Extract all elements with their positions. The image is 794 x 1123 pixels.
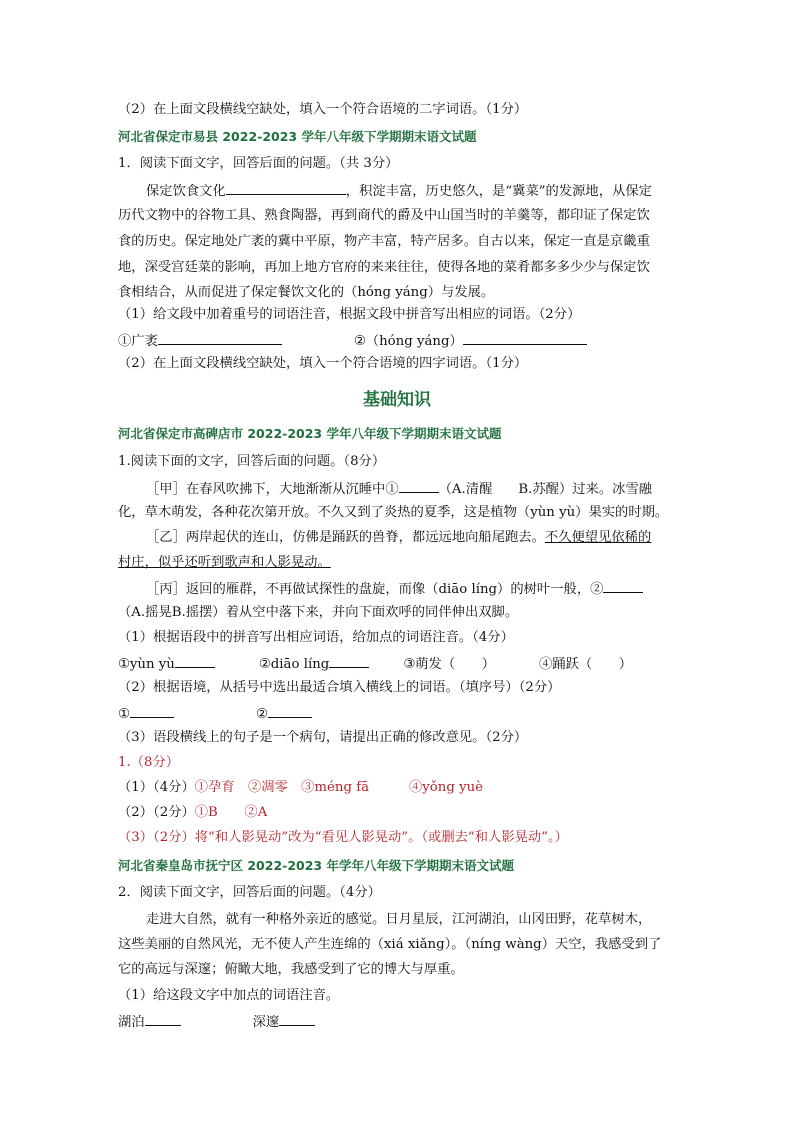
- answer-line: [118, 703, 312, 725]
- item-label: ①广袤: [118, 334, 158, 349]
- passage-line: [118, 553, 331, 573]
- question-line: 1.阅读下面的文字，回答后面的问题。（8分）: [118, 454, 386, 469]
- item-label: ①: [118, 707, 130, 722]
- question-line: （3）语段横线上的句子是一个病句，请提出正确的修改意见。（2分）: [118, 730, 528, 745]
- answer-line: [118, 330, 587, 352]
- answer-line: [118, 1011, 315, 1033]
- underlined-sentence: 不久便望见依稀的: [544, 530, 652, 545]
- source-heading: 河北省保定市易县 2022-2023 学年八年级下学期期末语文试题: [118, 129, 477, 144]
- question-line: 1．阅读下面文字，回答后面的问题。（共 3分）: [118, 156, 399, 171]
- answer-blank: [175, 653, 215, 668]
- underlined-sentence: 村庄，似乎还听到歌声和人影晃动。: [118, 555, 331, 570]
- passage-line: （A.摇晃B.摇摆）着从空中落下来，并向下面欢呼的同伴伸出双脚。: [118, 605, 519, 620]
- answer-blank: [279, 1011, 315, 1026]
- answer-blank: [463, 330, 587, 345]
- passage-line: 这些美丽的自然风光，无不使人产生连绵的（xiá xiǎng）。（níng wàng）天空，我感受到了: [118, 937, 662, 952]
- question-line: （1）给这段文字中加点的词语注音。: [118, 988, 340, 1003]
- question-line: （2）根据语境，从括号中选出最适合填入横线上的词语。（填序号）（2分）: [118, 680, 561, 695]
- passage-text: （A.清醒: [438, 482, 493, 497]
- passage-line: 它的高远与深邃；俯瞰大地，我感受到了它的博大与厚重。: [118, 962, 464, 977]
- answer-key-line: 1.（8分）: [118, 755, 180, 770]
- answer-blank: [226, 180, 346, 195]
- answer-line: [118, 653, 632, 675]
- source-heading: 河北省秦皇岛市抚宁区 2022-2023 年学年八年级下学期期末语文试题: [118, 858, 514, 873]
- answer-blank: [268, 703, 312, 718]
- answer-blank: [130, 703, 174, 718]
- answer-part-label: （1）（4分）: [118, 780, 195, 795]
- passage-line: [146, 180, 652, 202]
- question-line: 2．阅读下面文字，回答后面的问题。（4分）: [118, 885, 381, 900]
- source-heading: 河北省保定市高碑店市 2022-2023 学年八年级下学期期末语文试题: [118, 426, 502, 441]
- passage-line: 历代文物中的谷物工具、熟食陶器，再到商代的爵及中山国当时的羊羹等，都印证了保定饮: [118, 208, 650, 223]
- passage-text: ［丙］返回的雁群，不再做试探性的盘旋，而像（diāo líng）的树叶一般，②: [146, 582, 604, 597]
- answer-blank: [399, 478, 439, 493]
- section-title: 基础知识: [363, 390, 431, 410]
- item-label: ④踊跃（ ）: [539, 657, 633, 672]
- passage-text: B.苏醒）过来。冰雪融: [518, 482, 653, 497]
- passage-line: 食的历史。保定地处广袤的冀中平原，物产丰富，特产居多。自古以来，保定一直是京畿重: [118, 234, 650, 249]
- passage-line: 走进大自然，就有一种格外亲近的感觉。日月星辰，江河湖泊，山冈田野，花草树木，: [146, 912, 652, 927]
- answer-key-line: [118, 803, 267, 823]
- passage-text: 保定饮食文化: [146, 184, 226, 199]
- item-label: 湖泊: [118, 1015, 145, 1030]
- answer-text: ①B ②A: [194, 805, 268, 820]
- answer-key-line: （3）（2分）将“和人影晃动”改为“看见人影晃动”。（或删去“和人影晃动”。）: [118, 830, 568, 845]
- passage-line: 地，深受宫廷菜的影响，再加上地方官府的来来往往，使得各地的菜肴都多多少少与保定饮: [118, 260, 650, 275]
- question-line: （2）在上面文段横线空缺处，填入一个符合语境的二字词语。（1分）: [118, 102, 528, 117]
- item-label: ①yùn yù: [118, 657, 175, 672]
- answer-key-line: [118, 778, 483, 798]
- item-label: ②（hóng yáng）: [353, 334, 463, 349]
- answer-blank: [158, 330, 282, 345]
- passage-text: ［甲］在春风吹拂下，大地渐渐从沉睡中①: [146, 482, 399, 497]
- passage-line: [146, 478, 652, 500]
- passage-line: 食相结合，从而促进了保定餐饮文化的（hóng yáng）与发展。: [118, 285, 495, 300]
- answer-blank: [603, 578, 643, 593]
- answer-part-label: （2）（2分）: [118, 805, 195, 820]
- item-label: 深邃: [252, 1015, 280, 1030]
- passage-line: [146, 528, 651, 548]
- question-line: （1）给文段中加着重号的词语注音，根据文段中拼音写出相应的词语。（2分）: [118, 307, 581, 322]
- item-label: ③萌发（ ）: [403, 657, 496, 672]
- item-label: ②diāo líng: [258, 657, 330, 672]
- passage-text: ，积淀丰富，历史悠久，是“冀菜”的发源地，从保定: [345, 184, 652, 199]
- passage-text: ［乙］两岸起伏的连山，仿佛是踊跃的兽脊，都远远地向船尾跑去。: [146, 530, 545, 545]
- question-line: （2）在上面文段横线空缺处，填入一个符合语境的四字词语。（1分）: [118, 356, 528, 371]
- answer-text: ①孕育 ②凋零 ③méng fā ④yǒng yuè: [194, 780, 484, 795]
- passage-line: 化，草木萌发，各种花次第开放。不久又到了炎热的夏季，这是植物（yùn yù）果实的时期。: [118, 505, 669, 520]
- item-label: ②: [255, 707, 268, 722]
- answer-blank: [329, 653, 369, 668]
- passage-line: [146, 578, 643, 600]
- answer-blank: [145, 1011, 181, 1026]
- question-line: （1）根据语段中的拼音写出相应词语，给加点的词语注音。（4分）: [118, 630, 514, 645]
